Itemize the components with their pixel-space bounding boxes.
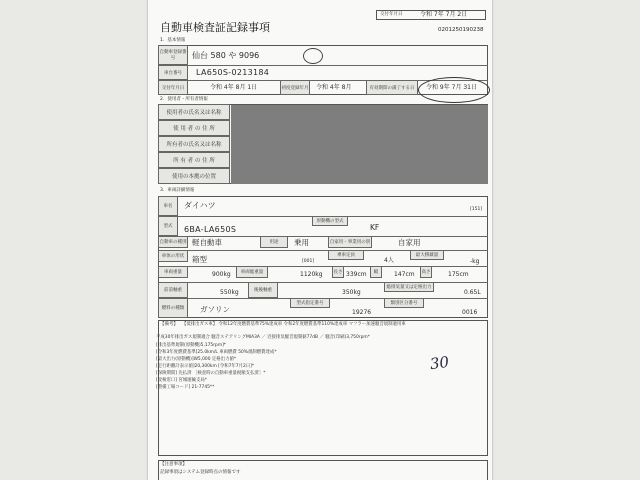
first-reg-label: 初度登録年月 [280,80,310,95]
engine-value: KF [370,223,380,232]
business-label: 自家用・事業用の別 [328,236,372,248]
engine-label: 原動機の型式 [312,216,348,226]
capacity-label: 乗車定員 [328,250,364,260]
document-title: 自動車検査証記録事項 [160,21,270,34]
owner-row-label-base-location: 使用の本拠の位置 [158,168,230,184]
remarks-line: [整備工場コード] 21-7745** [156,385,215,390]
gross-value: 1120kg [300,271,323,278]
model-value: 6BA-LA650S [184,225,237,234]
chassis-value: LA650S-0213184 [196,68,270,77]
type-approval-value: 19276 [352,309,372,316]
body-label: 車体の形状 [158,250,188,262]
handwritten-expiry-circle [418,77,490,103]
max-load-label: 最大積載量 [410,250,444,260]
remarks-line: [走行距離計表示値]20,300km [令和7年7月2日]* [156,364,255,369]
section-owner-heading: 2．使用者・所有者情報 [160,97,208,102]
use-value: 乗用 [294,238,309,247]
length-value: 339cm [346,271,367,278]
reg-number-value: 仙台 580 や 9096 [192,51,260,60]
axle-front-value: 550kg [220,289,239,296]
issued-date-label: 交付年月日 [380,11,403,17]
axle-rear-value: 350kg [342,289,361,296]
remarks-heading: 【備考】 [160,322,178,327]
height-label: 高さ [420,266,432,278]
owner-row-label-owner-address: 所 有 者 の 住 所 [158,152,230,168]
remarks-line: 【低排出ガス車】 令和12年度燃費基準75%達成車 令和2年度燃費基準110%達成車 マフラー加速騒音規制適用車 [182,322,406,327]
expiry-value: 令和 9年 7月 31日 [426,84,477,91]
maker-value: ダイハツ [184,201,216,210]
remarks-line: [令和3年度燃費基準]25.0km/L 車両燃費 50%規制燃費達成* [156,350,277,355]
first-reg-value: 令和 4年 8月 [316,84,352,91]
width-value: 147cm [394,271,415,278]
remarks-line: 平成30年排出ガス規制適合 騒音ステアリングMIA3A ／ 近接排気騒音規制値77dB ／ 騒音(印刷)3,750rpm* [156,335,370,340]
type-approval-label: 型式指定番号 [290,298,330,308]
use-label: 用途 [260,236,288,248]
axle-front-label: 前前軸重 [158,282,188,298]
body-code: [001] [302,259,315,264]
remarks-line: [受検窓口] 宮城運輸支局* [156,378,207,383]
category-value: 軽自動車 [192,238,222,247]
issue-date-value: 令和 4年 8月 1日 [210,84,258,91]
issued-date-value: 令和 7年 7月 2日 [420,11,468,18]
body-value: 箱型 [192,255,207,264]
issue-date-label: 交付年月日 [158,80,188,95]
length-label: 長さ [332,266,344,278]
capacity-value: 4人 [384,257,394,264]
displacement-label: 総排気量又は定格出力 [384,282,434,292]
maker-label: 車名 [158,196,178,216]
expiry-label: 有効期間の満了する日 [366,80,418,95]
category-no-label: 類別区分番号 [384,298,424,308]
weight-label: 車両重量 [158,266,188,278]
fuel-label: 燃料の種類 [158,298,188,318]
handwritten-circle-mark [303,48,323,64]
chassis-label: 車台番号 [158,65,188,80]
handwritten-number: 30 [428,352,451,374]
business-value: 自家用 [398,238,421,247]
vehicle-inspection-record-document [148,0,492,480]
remarks-line: [保険期間] 先払済 ［検査時の自動車重量税額支払済］* [156,371,266,376]
max-load-value: -kg [470,258,480,265]
fuel-value: ガソリン [200,305,230,314]
section-basic-heading: 1．基本情報 [160,38,186,43]
remarks-line: [最大出力(原動機)]W5,000 定格出力値* [156,357,237,362]
remarks-line: [排出基準規制(原動機)5,175rpm]* [156,343,227,348]
width-label: 幅 [370,266,382,278]
redacted-owner-info [231,105,488,184]
gross-label: 車両総重量 [236,266,268,278]
owner-row-label-user-name: 使用者の氏名又は名称 [158,104,230,120]
displacement-value: 0.65L [464,289,481,296]
section-vehicle-heading: 3．車両詳細情報 [160,188,195,193]
category-label: 自動車の種別 [158,236,188,248]
weight-value: 900kg [212,271,231,278]
reg-number-label: 自動車登録番号 [158,45,188,65]
notice-text: 記録事項はシステム登録時点の情報です [160,470,241,475]
category-no-value: 0016 [462,309,478,316]
model-label: 型式 [158,216,178,236]
owner-row-label-owner-name: 所有者の氏名又は名称 [158,136,230,152]
height-value: 175cm [448,271,469,278]
owner-row-label-user-address: 使 用 者 の 住 所 [158,120,230,136]
axle-rear-label: 後後軸重 [248,282,278,298]
maker-code: [151] [470,207,483,212]
notice-heading: 【注意事項】 [160,462,187,467]
record-number: 0201250190238 [438,27,484,33]
